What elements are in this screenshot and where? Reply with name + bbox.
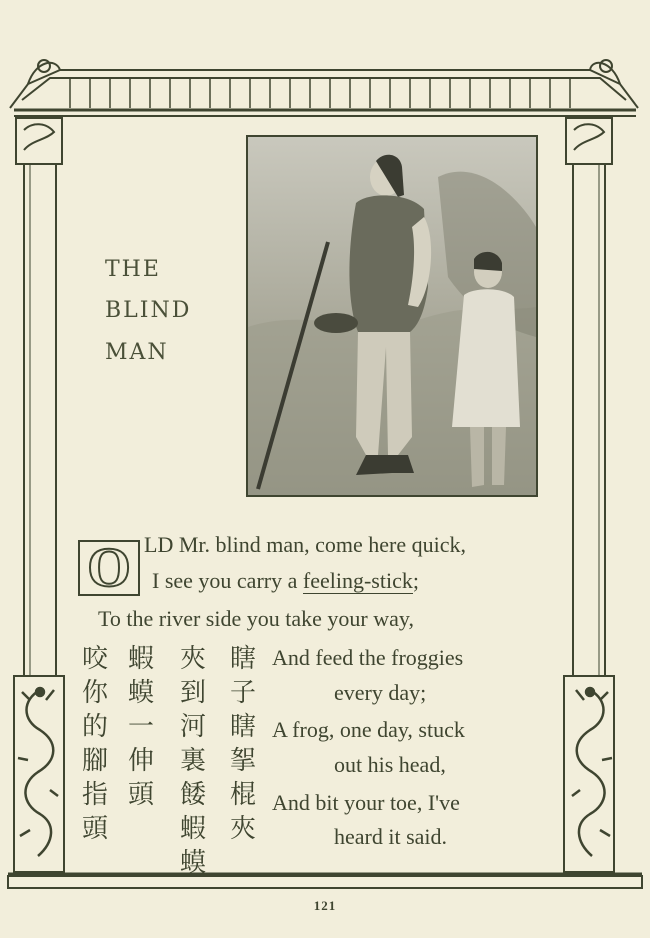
roof-ornament-icon [10, 60, 638, 116]
poem-line-5a: A frog, one day, stuck [272, 717, 465, 742]
chinese-verse-column-2: 夾到河裏餧蝦蟆 [179, 644, 206, 878]
poem-line-2-underlined: feeling-stick [302, 568, 413, 593]
page-number: 121 [313, 898, 337, 913]
drop-cap [78, 537, 140, 599]
frame-base [8, 874, 642, 888]
poem-line-4a: And feed the froggies [272, 645, 464, 670]
dragon-icon-left [18, 688, 58, 856]
dragon-icon-right [572, 688, 612, 856]
page-title-line-2: BLIND [105, 298, 192, 323]
poem-line-3: To the river side you take your way, [98, 606, 414, 631]
page-title-line-1: THE [105, 257, 161, 282]
poem-line-4b: every day; [334, 680, 427, 705]
poem-line-2-pre: I see you carry a [152, 568, 303, 593]
poem-line-6a: And bit your toe, I've [272, 790, 460, 815]
photograph-image [248, 137, 536, 495]
chinese-verse-column-3: 蝦蟆一伸頭 [127, 644, 154, 810]
page-title-line-3: MAN [105, 340, 169, 365]
poem-line-2-post: ; [412, 568, 419, 593]
poem-line-6b: heard it said. [334, 824, 448, 849]
poem-line-2 [152, 568, 419, 594]
photograph-blind-man-and-boy [246, 135, 538, 497]
chinese-verse-column-1: 瞎子瞎挐棍夾 [229, 644, 256, 844]
chinese-verse-column-4: 咬你的腳指頭 [81, 644, 108, 844]
poem-line-5b: out his head, [334, 752, 446, 777]
poem-line-1: LD Mr. blind man, come here quick, [144, 532, 466, 557]
drop-cap-letter: O [87, 537, 131, 599]
